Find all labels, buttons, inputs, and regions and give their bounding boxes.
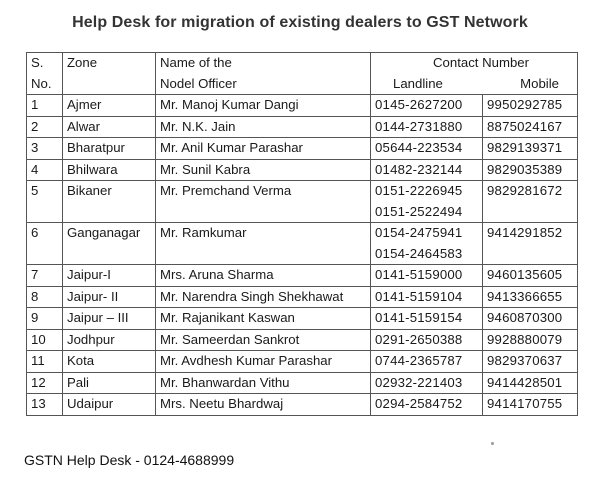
table-row xyxy=(27,265,578,287)
header-officer-line2: Nodel Officer xyxy=(160,75,237,91)
cell-officer: Mr. Sunil Kabra xyxy=(156,159,371,181)
header-sno xyxy=(27,53,63,95)
help-desk-table xyxy=(26,52,578,416)
cell-officer: Mr. Avdhesh Kumar Parashar xyxy=(156,351,371,373)
cell-mobile: 9829139371 xyxy=(483,138,578,160)
header-officer-line1: Name of the xyxy=(160,55,232,70)
header-zone-label: Zone xyxy=(67,55,98,70)
cell-mobile: 9950292785 xyxy=(483,95,578,117)
landline-number: 0151-2522494 xyxy=(375,203,463,219)
cell-zone: Jaipur – III xyxy=(63,308,156,330)
cell-officer: Mr. Narendra Singh Shekhawat xyxy=(156,286,371,308)
cell-sno: 6 xyxy=(27,223,63,265)
table-row xyxy=(27,138,578,160)
cell-landline xyxy=(371,95,483,117)
cell-officer: Mr. N.K. Jain xyxy=(156,116,371,138)
header-officer xyxy=(156,53,371,95)
header-zone xyxy=(63,53,156,95)
document-title: Help Desk for migration of existing dealers to GST Network xyxy=(72,14,528,31)
table-row xyxy=(27,181,578,223)
header-contact-sub xyxy=(375,74,573,95)
table-row xyxy=(27,95,578,117)
landline-number: 01482-232144 xyxy=(375,161,463,177)
table-row xyxy=(27,286,578,308)
cell-sno: 12 xyxy=(27,372,63,394)
cell-officer: Mr. Premchand Verma xyxy=(156,181,371,223)
cell-sno: 2 xyxy=(27,116,63,138)
cell-landline xyxy=(371,394,483,416)
cell-mobile: 9414291852 xyxy=(483,223,578,265)
cell-sno: 5 xyxy=(27,181,63,223)
landline-number: 0145-2627200 xyxy=(375,97,463,112)
cell-officer: Mr. Ramkumar xyxy=(156,223,371,265)
cell-mobile: 9829035389 xyxy=(483,159,578,181)
cell-zone: Pali xyxy=(63,372,156,394)
table-row xyxy=(27,329,578,351)
cell-officer: Mr. Sameerdan Sankrot xyxy=(156,329,371,351)
cell-landline xyxy=(371,138,483,160)
cell-mobile: 9414170755 xyxy=(483,394,578,416)
header-sno-line1: S. xyxy=(31,55,44,70)
cell-landline xyxy=(371,116,483,138)
cell-landline xyxy=(371,329,483,351)
header-mobile: Mobile xyxy=(520,75,560,91)
cell-officer: Mr. Rajanikant Kaswan xyxy=(156,308,371,330)
cell-zone: Udaipur xyxy=(63,394,156,416)
landline-number: 05644-223534 xyxy=(375,140,463,155)
cell-officer: Mrs. Neetu Bhardwaj xyxy=(156,394,371,416)
cell-mobile: 9829281672 xyxy=(483,181,578,223)
cell-sno: 7 xyxy=(27,265,63,287)
header-row xyxy=(27,53,578,95)
cell-zone: Jaipur- II xyxy=(63,286,156,308)
cell-officer: Mr. Anil Kumar Parashar xyxy=(156,138,371,160)
table-row xyxy=(27,159,578,181)
cell-sno: 9 xyxy=(27,308,63,330)
cell-zone: Bhilwara xyxy=(63,159,156,181)
cell-mobile: 9460135605 xyxy=(483,265,578,287)
cell-landline xyxy=(371,351,483,373)
cell-sno: 8 xyxy=(27,286,63,308)
cell-mobile: 9413366655 xyxy=(483,286,578,308)
cell-officer: Mr. Bhanwardan Vithu xyxy=(156,372,371,394)
cell-zone: Jaipur-I xyxy=(63,265,156,287)
landline-number: 0141-5159000 xyxy=(375,267,463,282)
header-contact xyxy=(371,53,578,95)
cell-officer: Mrs. Aruna Sharma xyxy=(156,265,371,287)
table-row xyxy=(27,372,578,394)
cell-landline xyxy=(371,286,483,308)
cell-sno: 11 xyxy=(27,351,63,373)
landline-number: 0141-5159104 xyxy=(375,288,463,304)
cell-zone: Bharatpur xyxy=(63,138,156,160)
table-row xyxy=(27,394,578,416)
landline-number: 0294-2584752 xyxy=(375,396,463,411)
cell-officer: Mr. Manoj Kumar Dangi xyxy=(156,95,371,117)
cell-sno: 13 xyxy=(27,394,63,416)
cell-landline xyxy=(371,308,483,330)
cell-mobile: 9414428501 xyxy=(483,372,578,394)
cell-zone: Ganganagar xyxy=(63,223,156,265)
header-contact-label: Contact Number xyxy=(433,55,530,70)
landline-number: 0141-5159154 xyxy=(375,310,463,325)
cell-zone: Jodhpur xyxy=(63,329,156,351)
cell-landline xyxy=(371,181,483,223)
cell-mobile: 9829370637 xyxy=(483,351,578,373)
cell-mobile: 9460870300 xyxy=(483,308,578,330)
cell-zone: Kota xyxy=(63,351,156,373)
cell-sno: 3 xyxy=(27,138,63,160)
cell-zone: Ajmer xyxy=(63,95,156,117)
table-row xyxy=(27,351,578,373)
header-sno-line2: No. xyxy=(31,75,52,91)
cell-sno: 10 xyxy=(27,329,63,351)
landline-number: 0744-2365787 xyxy=(375,353,463,368)
cell-landline xyxy=(371,223,483,265)
gstn-help-desk-footer: GSTN Help Desk - 0124-4688999 xyxy=(24,452,235,468)
scan-speck xyxy=(491,442,494,445)
table-row xyxy=(27,116,578,138)
landline-number: 02932-221403 xyxy=(375,374,463,390)
landline-number: 0154-2475941 xyxy=(375,225,463,240)
table-row xyxy=(27,223,578,265)
table-body xyxy=(27,53,578,416)
cell-sno: 4 xyxy=(27,159,63,181)
table-row xyxy=(27,308,578,330)
cell-zone: Alwar xyxy=(63,116,156,138)
landline-number: 0151-2226945 xyxy=(375,183,463,198)
cell-mobile: 8875024167 xyxy=(483,116,578,138)
cell-landline xyxy=(371,265,483,287)
cell-landline xyxy=(371,372,483,394)
landline-number: 0291-2650388 xyxy=(375,331,463,347)
landline-number: 0154-2464583 xyxy=(375,245,463,261)
landline-number: 0144-2731880 xyxy=(375,118,463,134)
cell-sno: 1 xyxy=(27,95,63,117)
header-landline: Landline xyxy=(393,75,443,91)
cell-landline xyxy=(371,159,483,181)
cell-mobile: 9928880079 xyxy=(483,329,578,351)
cell-zone: Bikaner xyxy=(63,181,156,223)
